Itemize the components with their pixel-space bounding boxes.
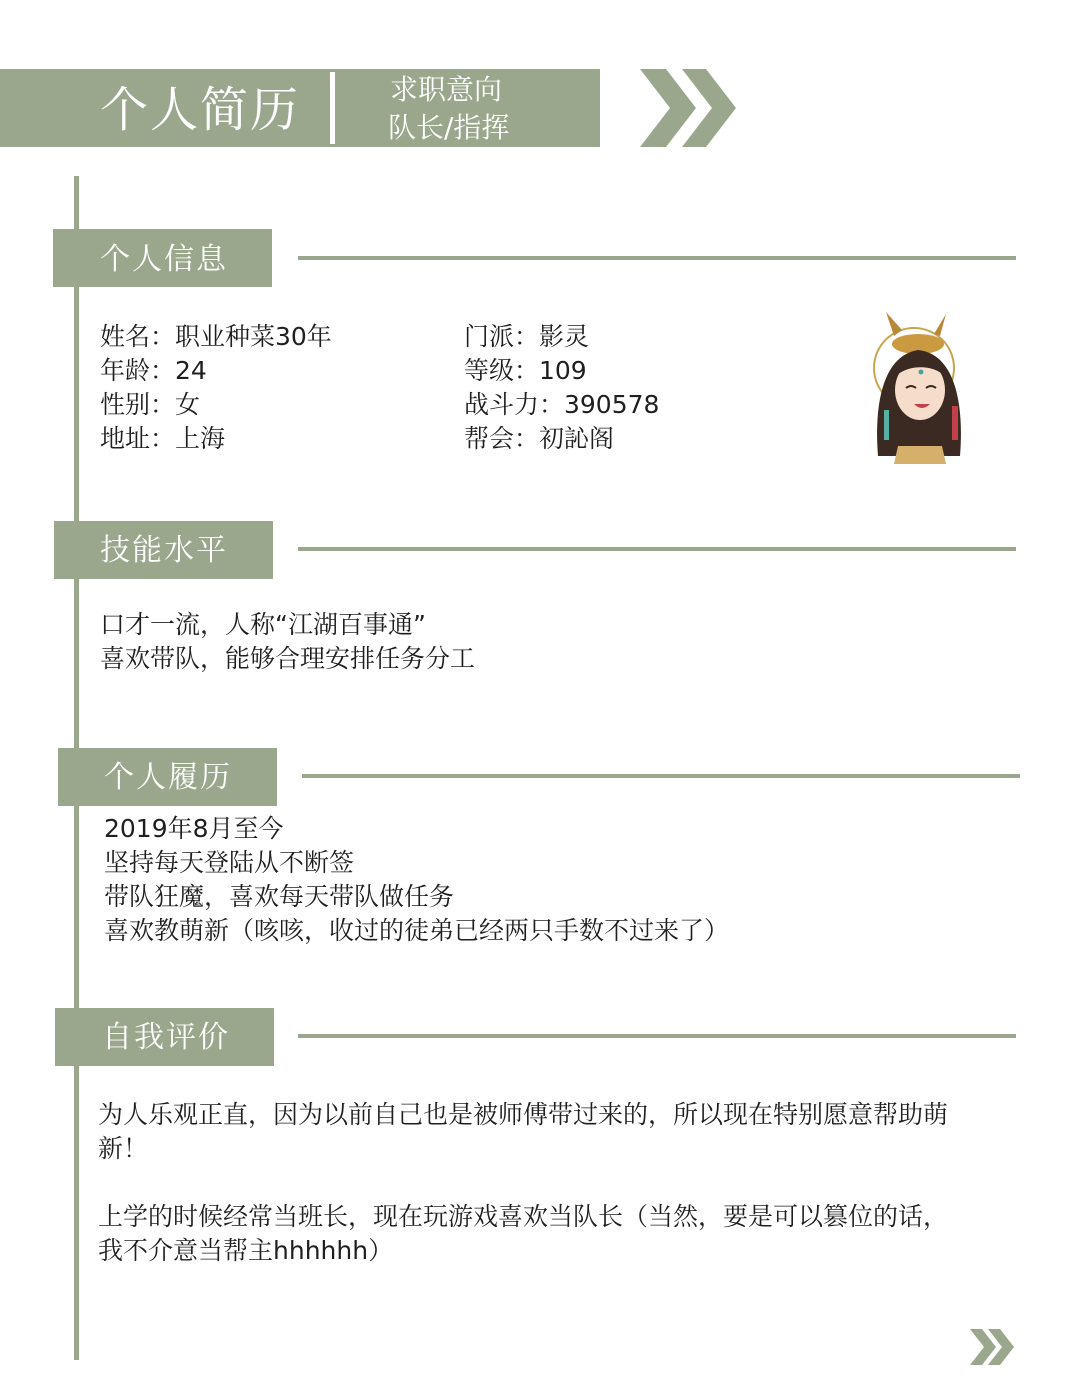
header-divider — [330, 72, 335, 144]
info-age: 年龄：24 — [100, 356, 207, 385]
info-sect: 门派：影灵 — [464, 322, 590, 351]
info-address: 地址：上海 — [100, 424, 226, 453]
avatar — [864, 306, 976, 466]
section-rule-self-eval — [298, 1034, 1016, 1038]
section-title-self-eval: 自我评价 — [102, 1020, 230, 1055]
section-rule-personal-info — [298, 256, 1016, 260]
page-title: 个人简历 — [100, 82, 301, 138]
section-rule-history — [302, 774, 1020, 778]
double-chevron-right-icon — [968, 1328, 1018, 1366]
history-line-4: 喜欢教萌新（咳咳，收过的徒弟已经两只手数不过来了） — [104, 916, 730, 945]
self-eval-para2-line2: 我不介意当帮主hhhhhh） — [98, 1236, 394, 1265]
section-title-personal-info: 个人信息 — [100, 242, 228, 277]
self-eval-para1-line2: 新！ — [98, 1134, 149, 1163]
job-intent-value: 队长/指挥 — [388, 111, 510, 144]
self-eval-para1-line1: 为人乐观正直，因为以前自己也是被师傅带过来的，所以现在特别愿意帮助萌 — [98, 1100, 949, 1129]
section-title-history: 个人履历 — [104, 760, 232, 795]
job-intent-label: 求职意向 — [390, 73, 503, 106]
section-title-skills: 技能水平 — [100, 533, 228, 568]
info-guild: 帮会：初訫阁 — [464, 424, 615, 453]
info-gender: 性别：女 — [100, 390, 201, 419]
section-rule-skills — [298, 547, 1016, 551]
skill-line-1: 口才一流，人称“江湖百事通” — [100, 610, 426, 639]
self-eval-para2-line1: 上学的时候经常当班长，现在玩游戏喜欢当队长（当然，要是可以篡位的话， — [98, 1202, 949, 1231]
skill-line-2: 喜欢带队，能够合理安排任务分工 — [100, 644, 476, 673]
history-line-1: 2019年8月至今 — [104, 814, 284, 843]
history-line-2: 坚持每天登陆从不断签 — [104, 848, 355, 877]
info-name: 姓名：职业种菜30年 — [100, 322, 332, 351]
history-line-3: 带队狂魔，喜欢每天带队做任务 — [104, 882, 455, 911]
info-level: 等级：109 — [464, 356, 587, 385]
double-chevron-right-icon — [636, 67, 740, 149]
info-power: 战斗力：390578 — [464, 390, 660, 419]
